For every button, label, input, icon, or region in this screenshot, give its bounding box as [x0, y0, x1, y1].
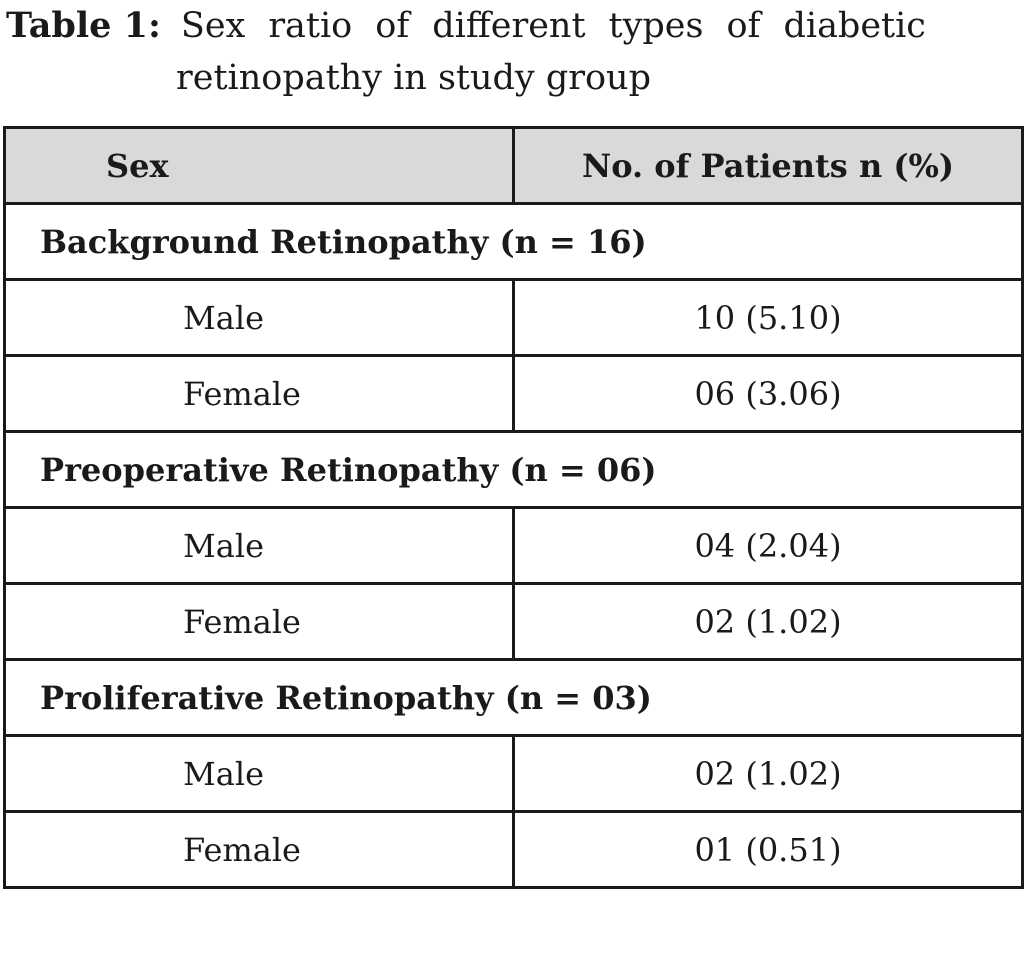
group-row	[5, 204, 1023, 280]
header-sex: Sex	[5, 128, 514, 204]
table-caption	[6, 0, 926, 104]
caption-word: different	[432, 6, 586, 46]
caption-word: of	[375, 6, 410, 46]
group-title: Background Retinopathy (n = 16)	[5, 204, 1023, 280]
group-title: Proliferative Retinopathy (n = 03)	[5, 660, 1023, 736]
sex-cell: Male	[5, 736, 514, 812]
sex-cell: Male	[5, 508, 514, 584]
group-title: Preoperative Retinopathy (n = 06)	[5, 432, 1023, 508]
caption-line-1	[6, 0, 926, 52]
caption-word: ratio	[268, 6, 353, 46]
caption-label: Table 1:	[6, 5, 161, 46]
header-patients: No. of Patients n (%)	[514, 128, 1023, 204]
caption-word: types	[608, 6, 704, 46]
sex-ratio-table	[3, 126, 1024, 889]
value-cell: 10 (5.10)	[514, 280, 1023, 356]
value-cell: 02 (1.02)	[514, 584, 1023, 660]
value-cell: 06 (3.06)	[514, 356, 1023, 432]
sex-cell: Female	[5, 584, 514, 660]
sex-cell: Female	[5, 356, 514, 432]
caption-word: Sex	[180, 6, 246, 46]
value-cell: 01 (0.51)	[514, 812, 1023, 888]
value-cell: 04 (2.04)	[514, 508, 1023, 584]
table-row	[5, 356, 1023, 432]
group-row	[5, 432, 1023, 508]
table-row	[5, 280, 1023, 356]
table-row	[5, 508, 1023, 584]
sex-cell: Female	[5, 812, 514, 888]
value-cell: 02 (1.02)	[514, 736, 1023, 812]
sex-cell: Male	[5, 280, 514, 356]
caption-word: of	[726, 6, 761, 46]
table-row	[5, 736, 1023, 812]
caption-word: diabetic	[783, 6, 926, 46]
caption-words	[181, 0, 926, 52]
table-row	[5, 812, 1023, 888]
header-row	[5, 128, 1023, 204]
table-row	[5, 584, 1023, 660]
caption-line-2: retinopathy in study group	[176, 58, 651, 98]
group-row	[5, 660, 1023, 736]
